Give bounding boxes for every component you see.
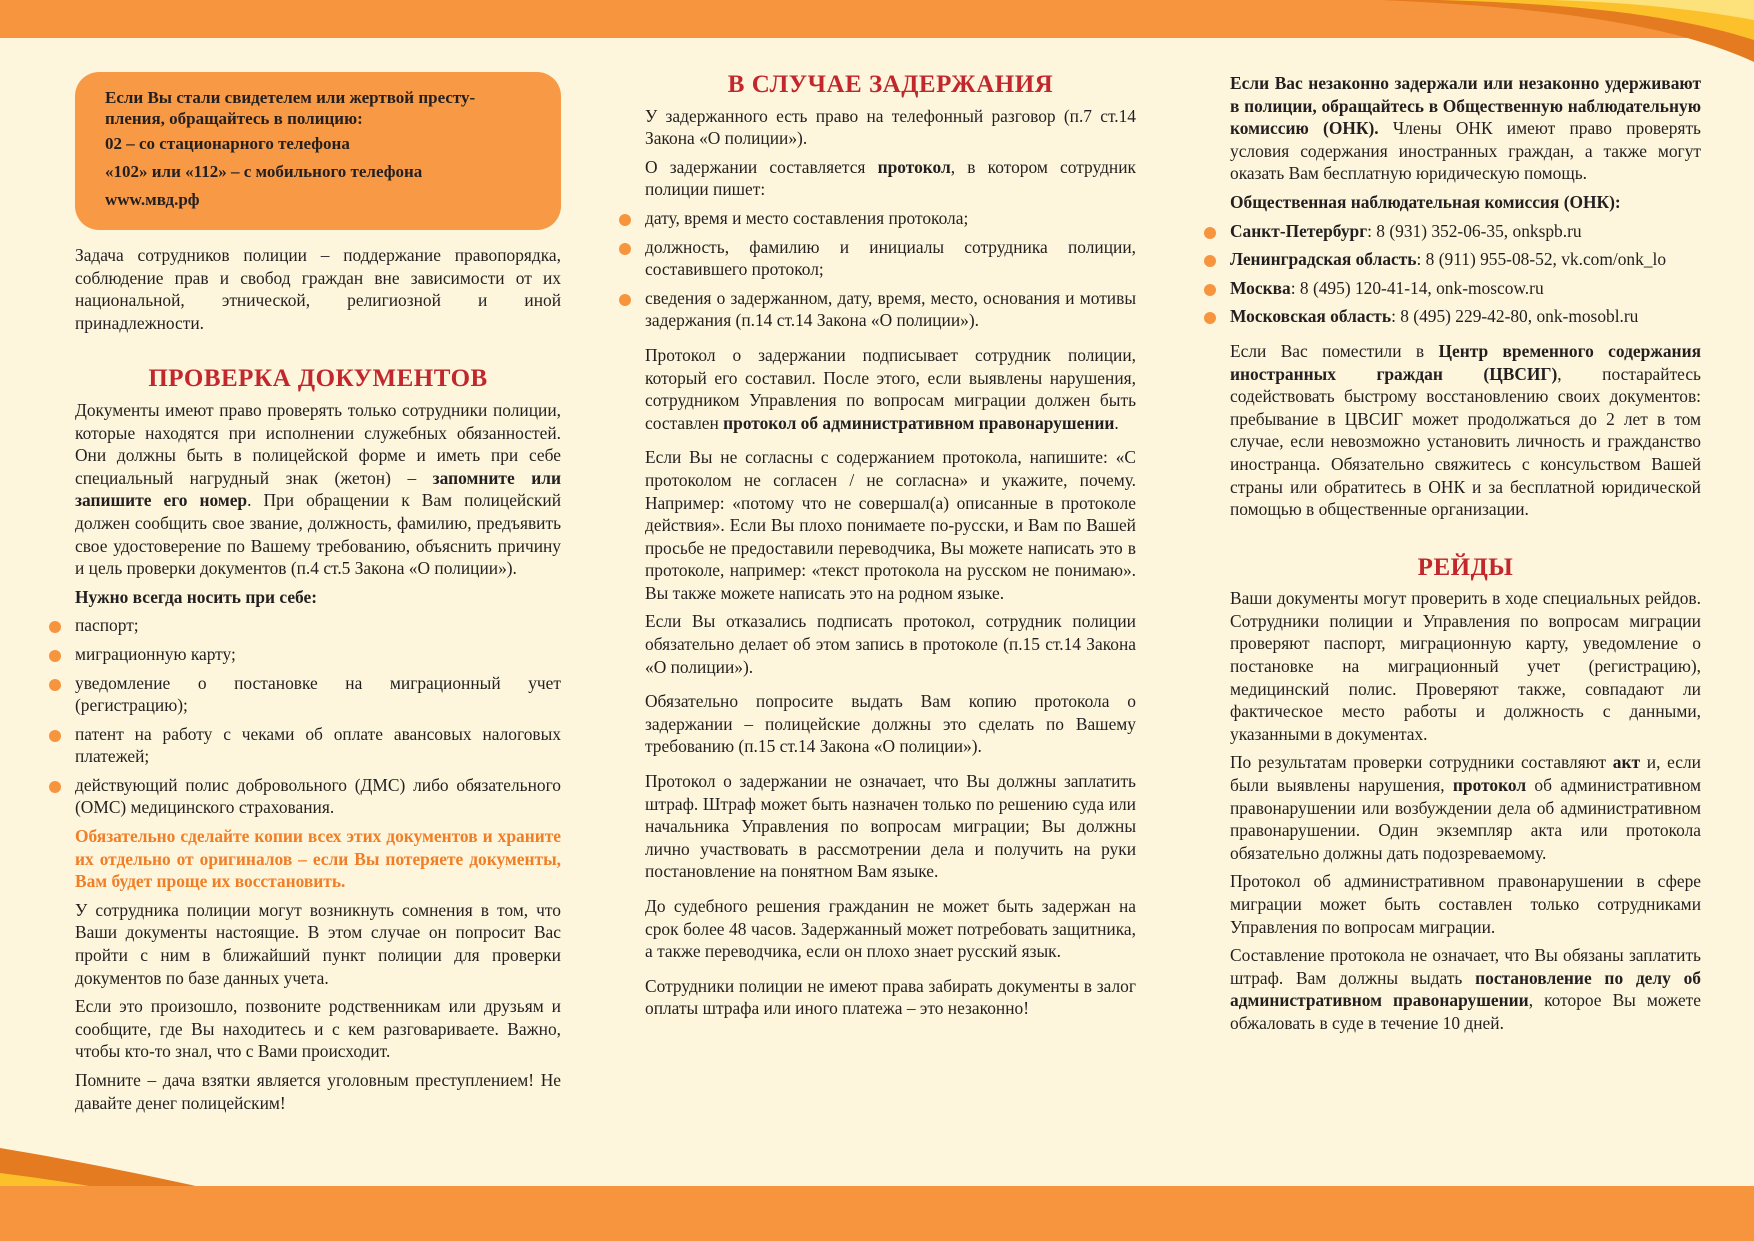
onk-title: Общественная наблюдательная комиссия (ОНК):	[1230, 191, 1621, 212]
call-relatives-paragraph: Если это произошло, позвоните родственникам или друзьям и сообщите, где Вы находитесь и с кем разговариваете. Важно, чтобы кто-то знал, что с Вами происходит.	[75, 996, 561, 1062]
migration-protocol-paragraph: Протокол об административном правонарушении в сфере миграции может быть составлен только сотрудниками Управления по вопросам миграции.	[1230, 871, 1701, 937]
appeal-paragraph: Составление протокола не означает, что Вы обязаны заплатить штраф. Вам должны выдать постановление по делу об административном правонарушении, которое Вы можете обжаловать в суде в течение 10 дней.	[1230, 945, 1701, 1033]
list-item: должность, фамилию и инициалы сотрудника полиции, составившего протокол;	[645, 236, 1136, 280]
onk-contact-item: Москва: 8 (495) 120-41-14, onk-moscow.ru	[1230, 277, 1701, 300]
copies-warning: Обязательно сделайте копии всех этих документов и храните их отдельно от оригиналов – если Вы потеряете документы, Вам будет проще их восстановить.	[75, 826, 561, 892]
callout-line: 02 – со стационарного телефона	[105, 134, 350, 153]
bribe-paragraph: Помните – дача взятки является уголовным преступлением! Не давайте денег полицейским!	[75, 1070, 561, 1113]
list-item: патент на работу с чеками об оплате авансовых налоговых платежей;	[75, 723, 561, 767]
section-heading-documents: ПРОВЕРКА ДОКУМЕНТОВ	[148, 365, 488, 393]
column-right	[1230, 72, 1701, 1041]
act-paragraph: По результатам проверки сотрудники составляют акт и, если были выявлены нарушения, протокол об административном правонарушении или возбуждении дела об административном правонарушении. Один экземпляр акта или протокола обязательно должны дать подозреваемому.	[1230, 752, 1701, 863]
police-contact-callout	[75, 72, 561, 230]
copy-request-paragraph: Обязательно попросите выдать Вам копию протокола о задержании – полицейские должны это сделать по Вашему требованию (п.15 ст.14 Закона «О полиции»).	[645, 691, 1136, 757]
refuse-sign-paragraph: Если Вы отказались подписать протокол, сотрудник полиции обязательно делает об этом запись в протоколе (п.15 ст.14 Закона «О полиции»).	[645, 611, 1136, 677]
callout-line: пления, обращайтесь в полицию:	[105, 109, 363, 128]
disagree-paragraph: Если Вы не согласны с содержанием протокола, напишите: «С протоколом не согласен / не согласна» и укажите, почему. Например: «потому что не совершал(а) описанные в протоколе действия». Если Вы плохо понимаете по-русски, и Вам по Вашей просьбе не предоставили переводчика, Вы можете написать это в протоколе, например: «текст протокола на русском не понимаю». Вы также можете написать это на родном языке.	[645, 447, 1136, 603]
raids-paragraph: Ваши документы могут проверить в ходе специальных рейдов. Сотрудники полиции и Управления по вопросам миграции проверяют паспорт, миграционную карту, уведомление о постановке на миграционный учет (регистрацию), медицинский полис. Проверяют также, совпадают ли фактическое место работы и должность с данными, указанными в документах.	[1230, 588, 1701, 744]
list-item: уведомление о постановке на миграционный учет (регистрацию);	[75, 672, 561, 716]
top-right-swoosh	[1380, 0, 1754, 70]
callout-line: www.мвд.рф	[105, 190, 200, 209]
carry-title: Нужно всегда носить при себе:	[75, 586, 318, 607]
onk-contact-item: Московская область: 8 (495) 229-42-80, onk-mosobl.ru	[1230, 305, 1701, 328]
documents-paragraph: Документы имеют право проверять только сотрудники полиции, которые находятся при исполнении служебных обязанностей. Они должны быть в полицейской форме и иметь при себе специальный нагрудный знак (жетон) – запомните или запишите его номер. При обращении к Вам полицейский должен сообщить свое звание, должность, фамилию, предъявить свое удостоверение по Вашему требованию, объяснить причину и цель проверки документов (п.4 ст.5 Закона «О полиции»).	[75, 399, 562, 579]
list-item: миграционную карту;	[75, 643, 561, 666]
column-middle	[645, 72, 1136, 1026]
section-heading-raids: РЕЙДЫ	[1417, 553, 1514, 581]
onk-contact-item: Санкт-Петербург: 8 (931) 352-06-35, onkspb.ru	[1230, 220, 1701, 243]
callout-line: Если Вы стали свидетелем или жертвой престу-	[105, 88, 476, 107]
protocol-sign-paragraph: Протокол о задержании подписывает сотрудник полиции, который его составил. После этого, если выявлены нарушения, сотрудником Управления по вопросам миграции должен быть составлен протокол об административном правонарушении.	[645, 344, 1136, 433]
protocol-paragraph: О задержании составляется протокол, в котором сотрудник полиции пишет:	[645, 156, 1136, 200]
documents-pledge-paragraph: Сотрудники полиции не имеют права забирать документы в залог оплаты штрафа или иного платежа – это незаконно!	[645, 975, 1136, 1019]
callout-line: «102» или «112» – с мобильного телефона	[105, 162, 423, 181]
phone-call-paragraph: У задержанного есть право на телефонный разговор (п.7 ст.14 Закона «О полиции»).	[645, 105, 1136, 149]
list-item: действующий полис добровольного (ДМС) либо обязательного (ОМС) медицинского страхования.	[75, 774, 561, 818]
bottom-band	[0, 1186, 1754, 1241]
list-item: сведения о задержанном, дату, время, место, основания и мотивы задержания (п.14 ст.14 Закона «О полиции»).	[645, 287, 1136, 331]
column-left	[75, 72, 561, 1120]
fine-paragraph: Протокол о задержании не означает, что Вы должны заплатить штраф. Штраф может быть назначен только по решению суда или начальника Управления по вопросам миграции; Вы должны лично участвовать в рассмотрении дела и получить на руки постановление на понятном Вам языке.	[645, 771, 1136, 882]
list-item: дату, время и место составления протокола;	[645, 207, 1136, 230]
doubt-paragraph: У сотрудника полиции могут возникнуть сомнения в том, что Ваши документы настоящие. В этом случае он попросит Вас пройти с ним в ближайший пункт полиции для проверки документов по базе данных учета.	[75, 899, 561, 988]
onk-contact-item: Ленинградская область: 8 (911) 955-08-52, vk.com/onk_lo	[1230, 248, 1701, 271]
section-heading-detention: В СЛУЧАЕ ЗАДЕРЖАНИЯ	[727, 71, 1054, 98]
tsvsig-paragraph: Если Вас поместили в Центр временного содержания иностранных граждан (ЦВСИГ), постарайтесь содействовать быстрому восстановлению своих документов: пребывание в ЦВСИГ может продолжаться до 2 лет в том случае, если невозможно установить личность и гражданство иностранца. Обязательно свяжитесь с консульством Вашей страны или обратитесь в ОНК и за бесплатной юридической помощью в общественные организации.	[1230, 340, 1702, 520]
list-item: паспорт;	[75, 614, 561, 637]
onk-intro-paragraph: Если Вас незаконно задержали или незаконно удерживают в полиции, обращайтесь в Общественную наблюдательную комиссию (ОНК). Члены ОНК имеют право проверять условия содержания иностранных граждан, а также могут оказать Вам бесплатную юридическую помощь.	[1230, 73, 1701, 184]
48-hours-paragraph: До судебного решения гражданин не может быть задержан на срок более 48 часов. Задержанный может потребовать защитника, а также переводчика, если он плохо знает русский язык.	[645, 896, 1136, 962]
intro-paragraph: Задача сотрудников полиции – поддержание правопорядка, соблюдение прав и свобод граждан вне зависимости от их национальной, этнической, религиозной и иной принадлежности.	[75, 245, 561, 333]
